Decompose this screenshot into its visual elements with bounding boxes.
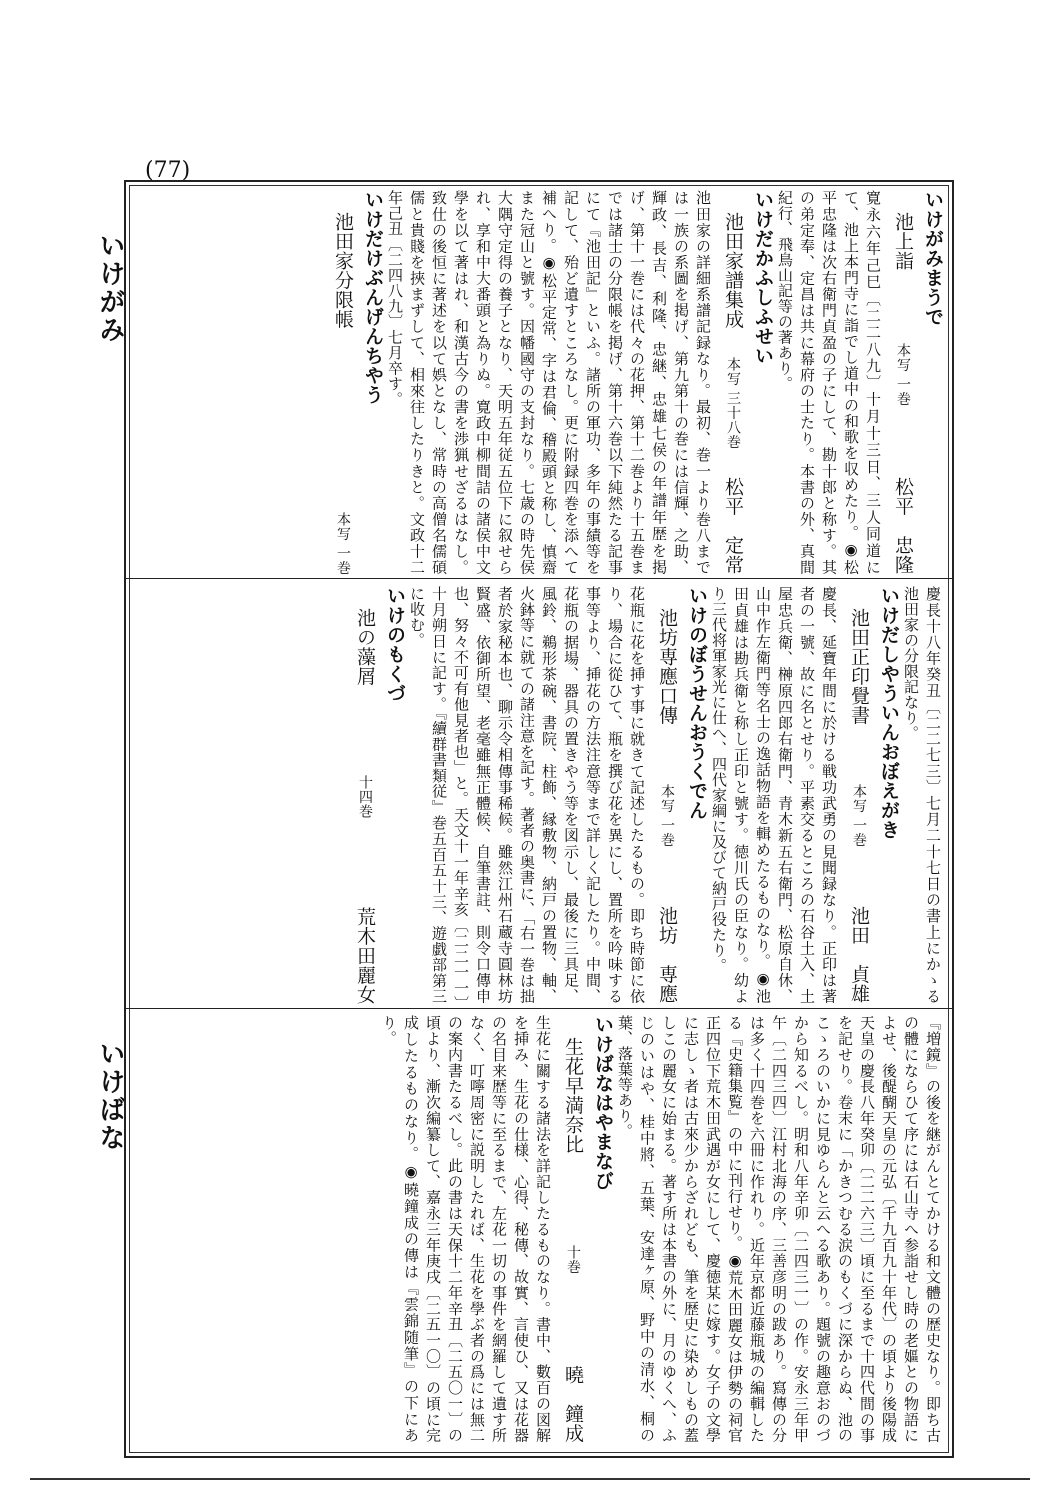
- entry-title: 池上詣: [892, 212, 914, 271]
- entry-title-line: [350, 586, 380, 1004]
- entry-body: 生花に關する諸法を詳記したるものなり。書中、數百の図解を挿み、生花の仕様、心得、秘傳、故實、言使ひ、又は花器の名目来歴等に至るまで、左花一切の事件を網羅して遺す所なく、叮嚀周密に説明したれば、生花を學ぶ者の爲には無二の案内書たるべし。此の書は天保十二年辛丑〔二五〇一〕の頃より、漸次編纂して、嘉永三年庚戌〔二五一〇〕の頃に完成したるものなり。◉曉鐘成の傳は『雲錦随筆』の下にあり。: [380, 1015, 552, 1443]
- entry-title: 池田家分限帳: [332, 212, 354, 329]
- entry-author: 荒木田麗女: [354, 906, 376, 1004]
- entry-title-line: [718, 190, 748, 575]
- entry-volume: 本写 一巻: [335, 512, 351, 575]
- entry-title-line: [844, 586, 874, 1004]
- entry-heading: いけだけぶんげんちやう: [362, 190, 384, 405]
- entry-heading: いけのもくづ: [384, 586, 406, 703]
- dictionary-entry: [406, 586, 708, 1004]
- entry-heading: いけのぼうせんおうくでん: [686, 586, 708, 820]
- page-bottom-rule: [30, 1478, 1030, 1480]
- entry-title: 池坊専應口傳: [656, 608, 678, 725]
- entry-body: 寛永六年己巳〔二二八九〕十月十三日、三人同道にて、池上本門寺に詣でし道中の和歌を収めたり。◉松平忠隆は次右衛門貞盈の子にして、勘十郎と称す。其の弟定奉、定昌は共に幕府の士たり。本書の外、真間紀行、飛鳥山記等の著あり。: [776, 190, 882, 575]
- entry-body: 花瓶に花を挿す事に就きて記述したるもの。即ち時節に依り、場合に從ひて、瓶を撰び花を異にし、置所を吟味する事等より、挿花の方法注意等まで詳しく記したり。中間、花瓶の据場、器具の置きやう等を図示し、最後に三具足、風鈴、鵜形茶碗、書院、柱飾、縁敷物、納戸の置物、軸、火鉢等に就ての諸注意を記す。著者の奥書に、「右一巻は拙者於家秘本也、聊示令相傳事稀候。雖然江州石蔵寺圓林坊賢盛、依御所望、老毫雖無正體候、自筆書註、則令口傳申也、努々不可有他見者也」と。天文十一年辛亥〔二二一一〕十月朔日に記す。『續群書類従』巻五百五十三、遊戯部第三に收む。: [408, 586, 646, 1004]
- dictionary-entry: [384, 190, 774, 575]
- entry-author: 曉 鐘成: [562, 1365, 584, 1443]
- tier-top: [134, 190, 944, 575]
- entry-body: 慶長、延寶年間に於ける戦功武勇の見聞録なり。正印は著者の一號、故に名とせり。平素交るところの石谷土入、土屋忠兵衛、榊原四郎右衛門、青木新五右衛門、松原自休、山中作左衛門等名士の逸話物語を輯めたるものなり。◉池田貞雄は勘兵衛と称し正印と號す。徳川氏の臣なり。幼より三代将軍家光に仕へ、四代家綱に及びて納戸役たり。: [710, 586, 838, 1004]
- entry-heading: いけばなはやまなび: [592, 1015, 614, 1191]
- page-number: (77): [145, 158, 191, 183]
- dictionary-entry: [900, 586, 944, 1004]
- entry-title: 池の藻屑: [354, 608, 376, 686]
- entry-volume: 本写 一巻: [659, 784, 675, 848]
- entry-heading: いけだかふしふせい: [752, 190, 774, 366]
- entry-volume: 十巻: [565, 1245, 581, 1274]
- entry-title-line: [558, 1015, 588, 1443]
- entry-heading: いけだしやういんおぼえがき: [878, 586, 900, 840]
- entry-title-line: [888, 190, 918, 575]
- entry-body: 慶長十八年癸丑〔二二七三〕七月二十七日の書上にかゝる池田家の分限記なり。: [902, 586, 942, 1004]
- dictionary-entry: [378, 1015, 614, 1443]
- entry-title-line: [652, 586, 682, 1004]
- entry-heading: いけがみまうで: [922, 190, 944, 327]
- entry-volume: 本写 一巻: [851, 784, 867, 848]
- entry-author: 松平 定常: [722, 477, 744, 575]
- tier-divider: [126, 578, 952, 579]
- entry-author: 松平 忠隆: [892, 477, 914, 575]
- dictionary-entry: [708, 586, 900, 1004]
- entry-title: 池田正印覺書: [848, 608, 870, 725]
- entry-author: 池坊 専應: [656, 906, 678, 1004]
- side-label-top: いけがみ: [95, 232, 125, 344]
- tier-bottom: [134, 1015, 944, 1443]
- entry-volume: 本写 三十八巻: [725, 357, 741, 450]
- dictionary-entry: [774, 190, 944, 575]
- dictionary-entry: [328, 190, 384, 575]
- entry-volume: 本写 一巻: [895, 342, 911, 406]
- entry-volume: 十四巻: [357, 774, 373, 818]
- entry-title: 池田家譜集成: [722, 212, 744, 329]
- entry-author: 池田 貞雄: [848, 906, 870, 1004]
- page-frame: [124, 180, 954, 1458]
- entry-body: 池田家の詳細系譜記録なり。最初、巻一より巻八までは一族の系圖を掲げ、第九第十の巻には信輝、之助、輝政、長吉、利隆、忠継、忠雄七侯の年譜年歴を掲げ、第十一巻には代々の花押、第十二巻より十五巻までは諸士の分限帳を掲げ、第十六巻以下純然たる記事にて『池田記』といふ。諸所の軍功、多年の事績等を記して、殆ど遺すところなし。更に附録四巻を添へて補へり。◉松平定常、字は君倫、稽殿頭と称し、慎齋また冠山と號す。因幡國守の支封なり。七歳の時先侯大隅守定得の養子となり、天明五年従五位下に叙せられ、享和中大番頭と為りぬ。寛政中柳間詰の諸侯中文學を以て著はれ、和漢古今の書を渉猟せざるはなし。致仕の後恒に著述を以て娯となし、常時の高僧名儒碩儒と貴賤を挾まずして、相來往したりきと。文政十二年己丑〔二四八九〕七月卒す。: [386, 190, 712, 575]
- dictionary-entry: [614, 1015, 944, 1443]
- tier-middle: [134, 586, 944, 1004]
- entry-title: 生花早満奈比: [562, 1037, 584, 1154]
- entry-title-line: [328, 190, 358, 575]
- tier-divider: [126, 1008, 952, 1009]
- side-label-bottom: いけばな: [95, 1040, 125, 1152]
- dictionary-entry: [350, 586, 406, 1004]
- entry-body: 『増鏡』の後を継がんとてかける和文體の歴史なり。即ち古の體にならひて序には石山寺へ参詣せし時の老嫗との物語によせ、後醍醐天皇の元弘〔千九百九十年代〕の頃より後陽成天皇の慶長八年癸卯〔二二六三〕頃に至るまで十四代間の事を記せり。卷末に「かきつむる涙のもくづに深からぬ、池のこゝろのいかに見ゆらんと云へる歌あり。題號の趣意おのづから知るべし。明和八年辛卯〔二四三一〕の作。安永三年甲午〔二四三四〕江村北海の序、三善彦明の跋あり。寫傳の分は多く十四巻を六冊に作れり。近年京都近藤瓶城の編輯したる『史籍集覧』の中に刊行せり。◉荒木田麗女は伊勢の祠官正四位下荒木田武遇が女にして、慶徳某に嫁す。女子の文學に志しゝ者は古來少からざれども、筆を歴史に染めしもの蓋しこの麗女に始まる。著す所は本書の外に、月のゆくへ、ふじのいはや、桂中將、五葉、安達ヶ原、野中の清水、桐の葉、落葉等あり。: [616, 1015, 942, 1443]
